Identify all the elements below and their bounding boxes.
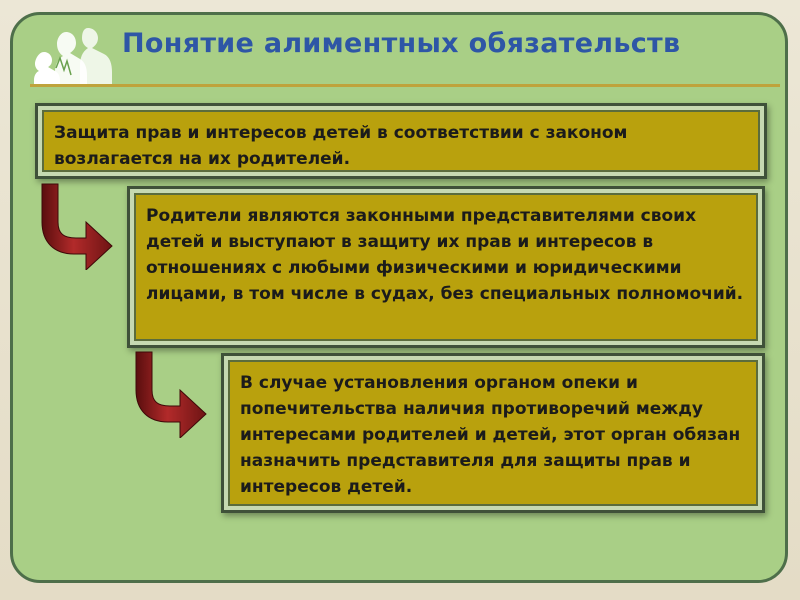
family-silhouette-logo <box>30 22 120 88</box>
curved-arrow-down-right-icon <box>34 178 114 270</box>
text-box-3: В случае установления органом опеки и попечительства наличия противоречий между интересами родителей и детей, этот орган обязан назначить представителя для защиты прав и интересов детей. <box>228 360 758 506</box>
curved-arrow-down-right-icon <box>128 346 208 438</box>
page-title: Понятие алиментных обязательств <box>122 28 681 59</box>
title-divider <box>30 84 780 87</box>
text-box-2: Родители являются законными представителями своих детей и выступают в защиту их прав и интересов в отношениях с любыми физическими и юридическими лицами, в том числе в судах, без специальных полномочий. <box>134 193 758 341</box>
text-box-1: Защита прав и интересов детей в соответствии с законом возлагается на их родителей. <box>42 110 760 172</box>
